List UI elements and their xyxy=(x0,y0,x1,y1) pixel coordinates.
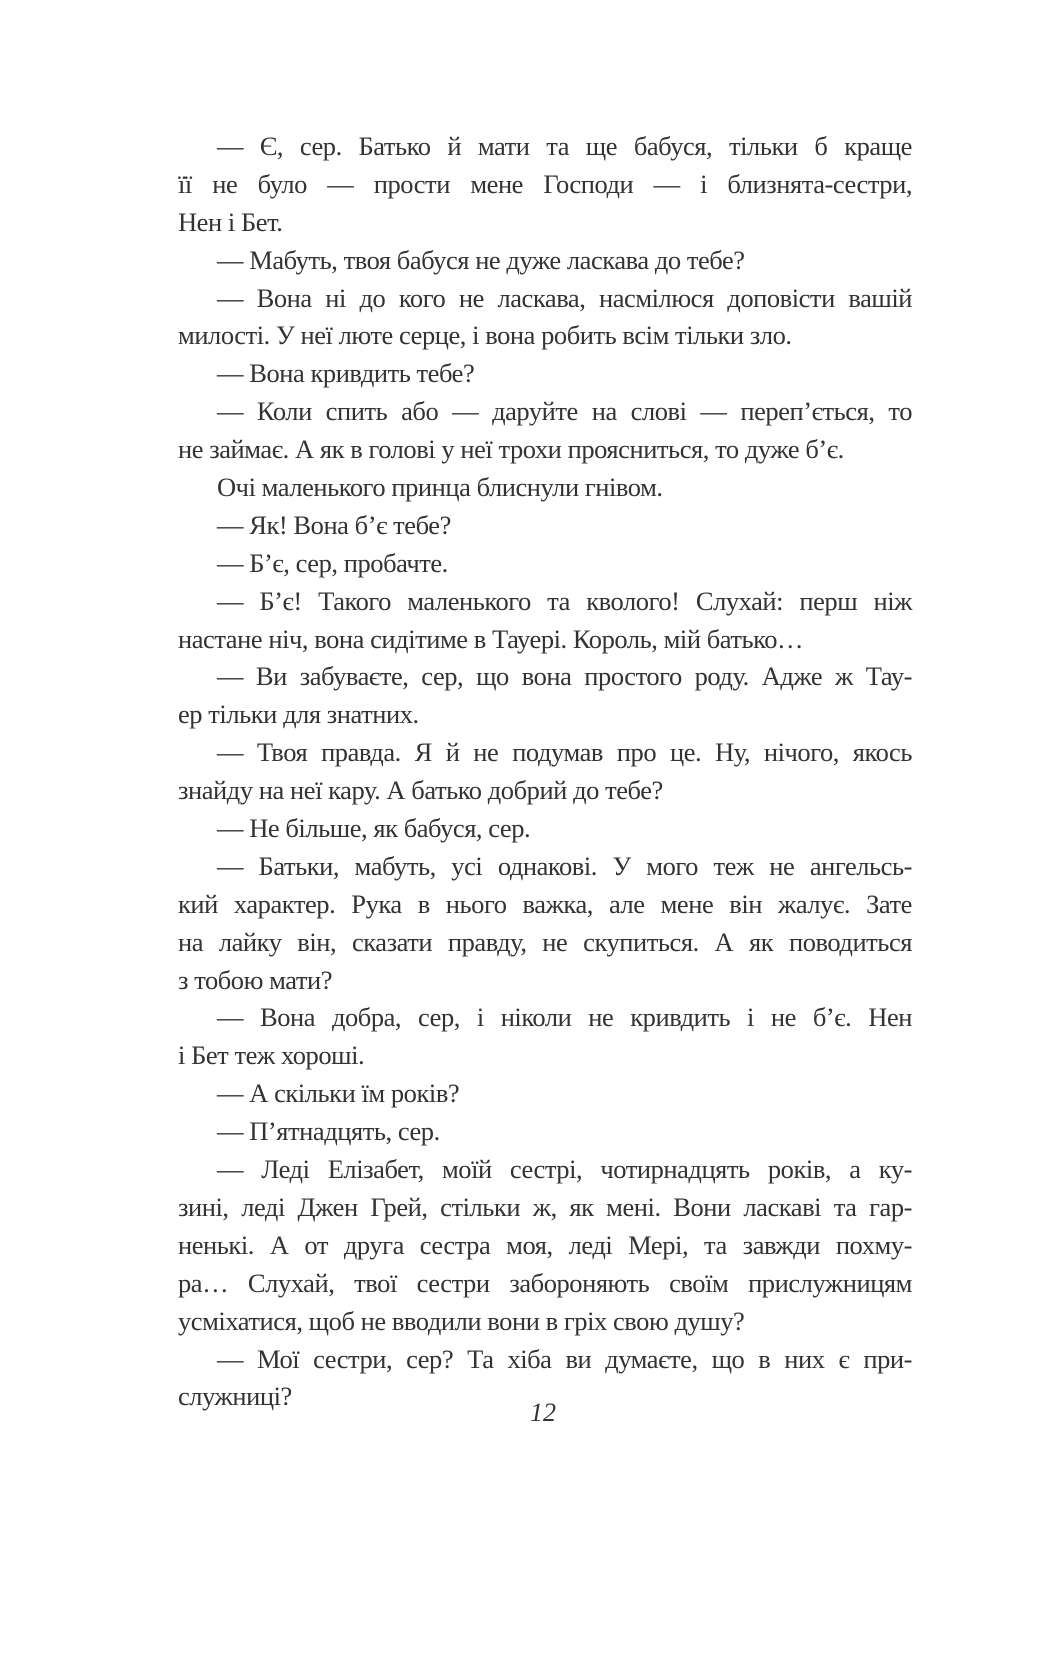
text-line: — Мабуть, твоя бабуся не дуже ласкава до тебе? xyxy=(217,244,745,275)
paragraph xyxy=(178,469,912,507)
text-line: настане ніч, вона сидітиме в Тауері. Король, мій батько… xyxy=(178,623,804,654)
paragraph xyxy=(178,128,912,242)
page-body-text xyxy=(178,128,912,1416)
text-line: кий характер. Рука в нього важка, але мене він жалує. Зате xyxy=(178,888,912,919)
text-line: — Б’є, сер, пробачте. xyxy=(217,547,448,578)
paragraph xyxy=(178,848,912,1000)
text-line: милості. У неї люте серце, і вона робить всім тільки зло. xyxy=(178,320,792,351)
paragraph xyxy=(178,810,912,848)
text-line: — Батьки, мабуть, усі однакові. У мого теж не ангельсь- xyxy=(217,850,912,881)
text-line: служниці? xyxy=(178,1381,292,1412)
text-line: — П’ятнадцять, сер. xyxy=(217,1116,440,1147)
text-line: — Коли спить або — даруйте на слові — переп’ється, то xyxy=(217,396,912,427)
text-line: на лайку він, сказати правду, не скупиться. А як поводиться xyxy=(178,926,912,957)
text-line: і Бет теж хороші. xyxy=(178,1040,365,1071)
text-line: — Як! Вона б’є тебе? xyxy=(217,509,451,540)
paragraph xyxy=(178,393,912,469)
paragraph xyxy=(178,242,912,280)
text-line: — Вона кривдить тебе? xyxy=(217,358,475,389)
paragraph xyxy=(178,583,912,659)
paragraph xyxy=(178,545,912,583)
text-line: Очі маленького принца блиснули гнівом. xyxy=(217,472,663,503)
page-number: 12 xyxy=(530,1398,556,1427)
text-line: її не було — прости мене Господи — і близнята-сестри, xyxy=(178,168,912,199)
text-line: ер тільки для знатних. xyxy=(178,699,419,730)
text-line: — Ви забуваєте, сер, що вона простого роду. Адже ж Тау- xyxy=(217,661,912,692)
text-line: з тобою мати? xyxy=(178,964,333,995)
paragraph xyxy=(178,280,912,356)
text-line: ра… Слухай, твої сестри забороняють своїм прислужницям xyxy=(178,1267,912,1298)
paragraph xyxy=(178,1113,912,1151)
paragraph xyxy=(178,1151,912,1340)
text-line: — Вона добра, сер, і ніколи не кривдить і не б’є. Нен xyxy=(217,1002,912,1033)
text-line: — Не більше, як бабуся, сер. xyxy=(217,813,531,844)
paragraph xyxy=(178,999,912,1075)
text-line: ненькі. А от друга сестра моя, леді Мері, та завжди похму- xyxy=(178,1229,912,1260)
text-line: — Б’є! Такого маленького та кволого! Слухай: перш ніж xyxy=(217,585,912,616)
paragraph xyxy=(178,355,912,393)
text-line: — Є, сер. Батько й мати та ще бабуся, тільки б краще xyxy=(217,131,912,161)
text-line: зині, леді Джен Грей, стільки ж, як мені. Вони ласкаві та гар- xyxy=(178,1191,912,1222)
text-line: знайду на неї кару. А батько добрий до тебе? xyxy=(178,775,663,806)
paragraph xyxy=(178,507,912,545)
paragraph xyxy=(178,1075,912,1113)
text-line: Нен і Бет. xyxy=(178,206,283,237)
text-line: — Мої сестри, сер? Та хіба ви думаєте, що в них є при- xyxy=(217,1343,912,1374)
text-line: — Леді Елізабет, моїй сестрі, чотирнадцять років, а ку- xyxy=(217,1154,912,1185)
text-line: — А скільки їм років? xyxy=(217,1078,460,1109)
paragraph xyxy=(178,734,912,810)
text-line: усміхатися, щоб не вводили вони в гріх свою душу? xyxy=(178,1305,745,1336)
text-line: не займає. А як в голові у неї трохи проясниться, то дуже б’є. xyxy=(178,434,844,465)
text-line: — Вона ні до кого не ласкава, насмілюся доповісти вашій xyxy=(217,282,912,313)
text-line: — Твоя правда. Я й не подумав про це. Ну, нічого, якось xyxy=(217,737,912,768)
paragraph xyxy=(178,658,912,734)
